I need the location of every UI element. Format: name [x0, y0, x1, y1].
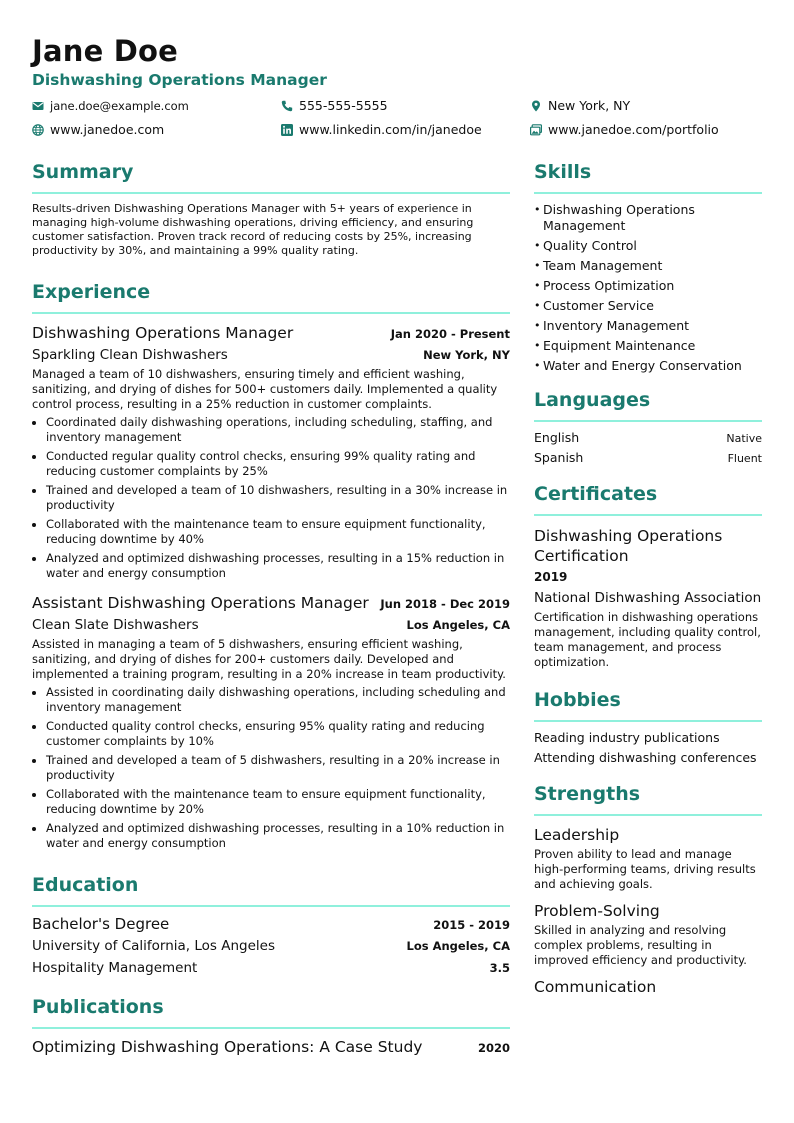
job-bullet: • Assisted in coordinating daily dishwashing operations, including scheduling and inventory management [46, 685, 510, 715]
skills-section [534, 160, 762, 374]
language-item [534, 430, 762, 446]
job-bullet: • Analyzed and optimized dishwashing processes, resulting in a 15% reduction in water and energy consumption [46, 551, 510, 581]
contact-phone[interactable] [281, 98, 530, 114]
strength-title: Problem-Solving [534, 902, 660, 920]
job-description: Managed a team of 10 dishwashers, ensuring timely and efficient washing, sanitizing, and drying of dishes for 500+ customers daily. Implemented a quality control process, resulting in a 25% reduction in customer complaints. [32, 367, 498, 411]
contact-website[interactable] [32, 122, 281, 138]
gpa: 3.5 [489, 961, 510, 975]
language-level: Native [726, 432, 762, 445]
job-location: Los Angeles, CA [406, 618, 510, 632]
strength-title: Communication [534, 978, 657, 996]
job-description: Assisted in managing a team of 5 dishwashers, ensuring efficient washing, sanitizing, and drying of dishes for 200+ customers daily. Developed and implemented a training program, resulting in a 20% increase in team productivity. [32, 637, 506, 681]
skill-item: • Water and Energy Conservation [534, 358, 762, 374]
publication-title: Optimizing Dishwashing Operations: A Case Study [32, 1038, 423, 1056]
skill-item: • Customer Service [534, 298, 762, 314]
job-title: Dishwashing Operations Manager [32, 324, 294, 342]
website-text: www.janedoe.com [50, 122, 165, 137]
job-bullet: • Conducted regular quality control checks, ensuring 99% quality rating and reducing customer complaints by 25% [46, 449, 510, 479]
strengths-heading: Strengths [534, 782, 762, 816]
certificate-description: Certification in dishwashing operations management, including quality control, team management, and process optimization. [534, 610, 761, 669]
strength-title: Leadership [534, 826, 620, 844]
publication-item [32, 1037, 510, 1057]
school-location: Los Angeles, CA [406, 939, 510, 953]
job-bullets [32, 415, 510, 581]
strength-description: Proven ability to lead and manage high-performing teams, driving results and achieving goals. [534, 847, 756, 891]
hobbies-section [534, 688, 762, 768]
experience-section [32, 280, 510, 851]
certificate-name: Dishwashing Operations Certification [534, 527, 723, 565]
phone-text: 555-555-5555 [299, 98, 388, 113]
certificate-year: 2019 [534, 570, 568, 584]
job-bullet: • Collaborated with the maintenance team to ensure equipment functionality, reducing downtime by 20% [46, 787, 510, 817]
degree: Bachelor's Degree [32, 915, 170, 933]
contact-linkedin[interactable] [281, 122, 530, 138]
publications-heading: Publications [32, 995, 510, 1029]
skill-item: • Quality Control [534, 238, 762, 254]
field-of-study: Hospitality Management [32, 960, 198, 976]
right-column [534, 160, 762, 999]
strength-description: Skilled in analyzing and resolving complex problems, resulting in improved efficiency and productivity. [534, 923, 747, 967]
education-dates: 2015 - 2019 [433, 918, 510, 932]
skill-item: • Dishwashing Operations Management [534, 202, 762, 234]
contact-location [530, 98, 762, 114]
language-level: Fluent [727, 452, 762, 465]
linkedin-icon [281, 124, 293, 136]
location-text: New York, NY [548, 98, 631, 113]
summary-heading: Summary [32, 160, 510, 194]
summary-section [32, 160, 510, 258]
job-dates: Jun 2018 - Dec 2019 [380, 597, 510, 611]
job-bullets [32, 685, 510, 851]
contact-info [32, 98, 762, 138]
language-name: English [534, 430, 580, 445]
education-section [32, 873, 510, 979]
job-company: Clean Slate Dishwashers [32, 617, 199, 633]
portfolio-icon [530, 124, 542, 136]
skill-item: • Team Management [534, 258, 762, 274]
linkedin-text: www.linkedin.com/in/janedoe [299, 122, 482, 137]
job-bullet: • Analyzed and optimized dishwashing processes, resulting in a 10% reduction in water and energy consumption [46, 821, 510, 851]
job-dates: Jan 2020 - Present [390, 327, 510, 341]
languages-section [534, 388, 762, 466]
summary-text: Results-driven Dishwashing Operations Manager with 5+ years of experience in managing high-volume dishwashing operations, driving efficiency, and ensuring customer satisfaction. Proven track record of reducing costs by 25%, increasing productivity by 30%, and maintaining a 99% quality rating. [32, 202, 474, 257]
candidate-role: Dishwashing Operations Manager [32, 71, 327, 89]
contact-portfolio[interactable] [530, 122, 762, 138]
job-bullet: • Trained and developed a team of 5 dishwashers, resulting in a 20% increase in productivity [46, 753, 510, 783]
skill-item: • Inventory Management [534, 318, 762, 334]
strength-item [534, 977, 762, 997]
job-bullet: • Trained and developed a team of 10 dishwashers, resulting in a 30% increase in productivity [46, 483, 510, 513]
school: University of California, Los Angeles [32, 938, 276, 954]
language-item [534, 450, 762, 466]
certificate-issuer: National Dishwashing Association [534, 590, 762, 606]
skill-item: • Process Optimization [534, 278, 762, 294]
left-column [32, 160, 510, 1057]
skills-list [534, 202, 762, 374]
contact-email[interactable] [32, 98, 281, 114]
email-text: jane.doe@example.com [50, 99, 189, 113]
job-location: New York, NY [423, 348, 510, 362]
portfolio-text: www.janedoe.com/portfolio [548, 122, 719, 137]
certificates-heading: Certificates [534, 482, 762, 516]
job-bullet: • Coordinated daily dishwashing operations, including scheduling, staffing, and inventory management [46, 415, 510, 445]
experience-heading: Experience [32, 280, 510, 314]
strength-item [534, 901, 762, 968]
certificates-section [534, 482, 762, 670]
hobby-item: Reading industry publications [534, 730, 720, 745]
publications-section [32, 995, 510, 1057]
envelope-icon [32, 100, 44, 112]
map-pin-icon [530, 100, 542, 112]
job-bullet: • Conducted quality control checks, ensuring 95% quality rating and reducing customer complaints by 10% [46, 719, 510, 749]
phone-icon [281, 100, 293, 112]
languages-heading: Languages [534, 388, 762, 422]
job-bullet: • Collaborated with the maintenance team to ensure equipment functionality, reducing downtime by 40% [46, 517, 510, 547]
job-entry [32, 593, 510, 851]
publication-year: 2020 [477, 1041, 510, 1055]
job-title: Assistant Dishwashing Operations Manager [32, 594, 369, 612]
skills-heading: Skills [534, 160, 762, 194]
education-heading: Education [32, 873, 510, 907]
skill-item: • Equipment Maintenance [534, 338, 762, 354]
candidate-name: Jane Doe [32, 34, 179, 68]
job-entry [32, 323, 510, 581]
language-name: Spanish [534, 450, 584, 465]
hobbies-heading: Hobbies [534, 688, 762, 722]
strength-item [534, 825, 762, 892]
hobby-item: Attending dishwashing conferences [534, 750, 757, 765]
job-company: Sparkling Clean Dishwashers [32, 347, 228, 363]
strengths-section [534, 782, 762, 997]
globe-icon [32, 124, 44, 136]
resume-page [32, 34, 762, 1056]
